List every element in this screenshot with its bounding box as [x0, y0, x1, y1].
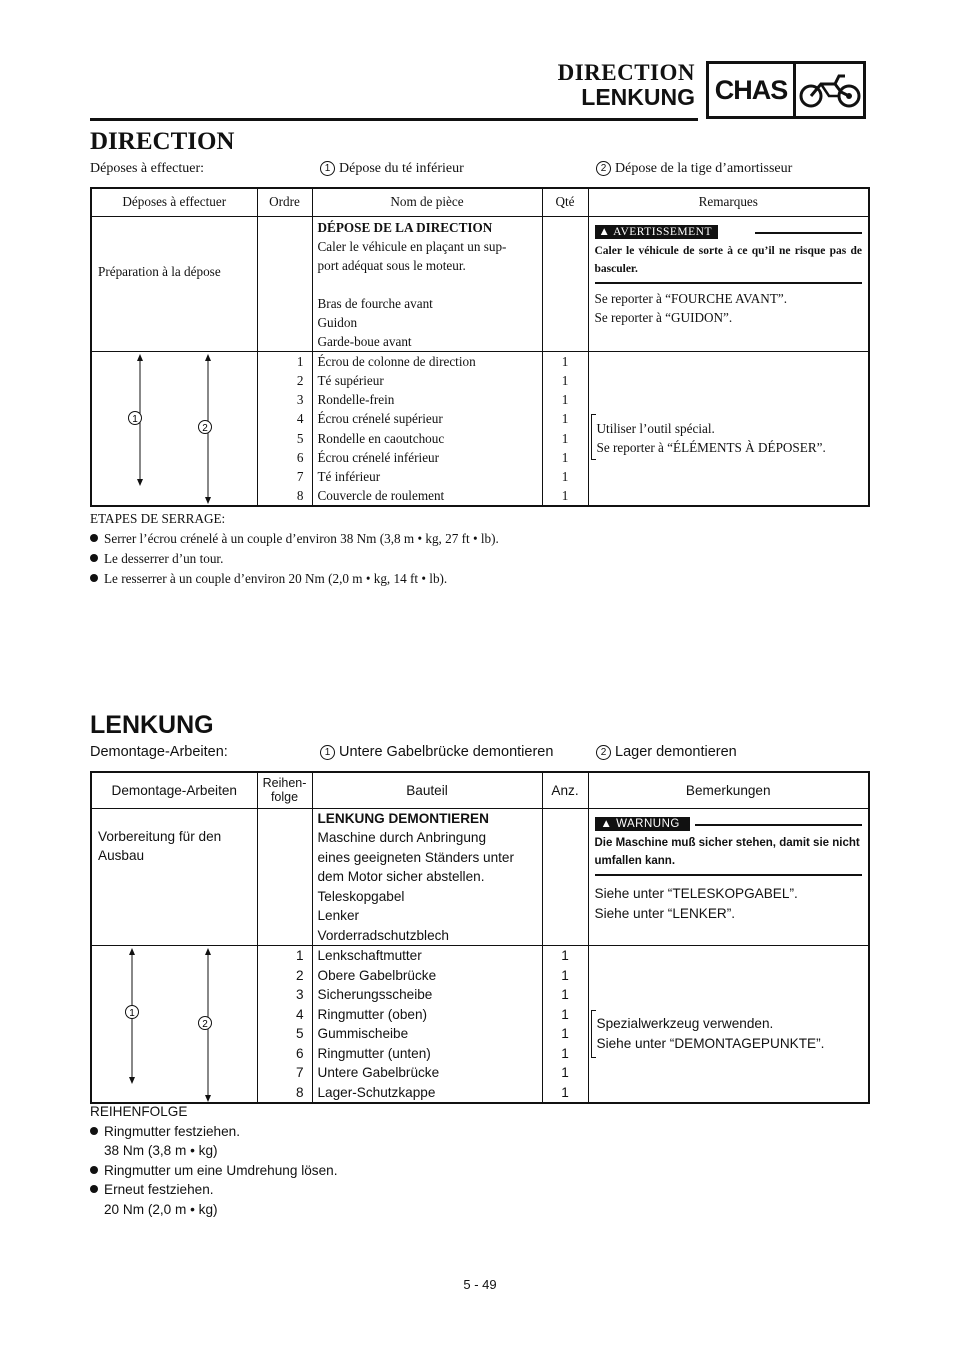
qty-cell: 1 [561, 1065, 569, 1080]
prep-step: Caler le véhicule en plaçant un sup- [317, 238, 507, 254]
part-name-cell: Rondelle-frein [317, 392, 395, 408]
part-name-cell: Té inférieur [317, 468, 381, 484]
warning-badge: ▲ AVERTISSEMENT [595, 225, 719, 239]
order-column [258, 352, 304, 505]
warning-box [595, 815, 863, 876]
notes-title: REIHENFOLGE [90, 1104, 188, 1119]
intro-label-de: Demontage-Arbeiten: [90, 744, 228, 760]
bracket [591, 414, 596, 460]
intro-step1-fr [320, 161, 464, 177]
qty-column [543, 946, 588, 1102]
col-header: Déposes à effectuer [91, 188, 257, 216]
qty-cell: 1 [561, 373, 569, 389]
qty-cell: 1 [561, 1026, 569, 1041]
intro-step2-de [596, 744, 737, 760]
part-name-cell: Obere Gabelbrücke [317, 967, 437, 983]
step-text: Dépose de la tige d’amortisseur [615, 161, 793, 176]
prep-step: Bras de fourche avant [317, 295, 433, 311]
order-cell: 8 [295, 1084, 304, 1100]
step-number: 2 [596, 161, 611, 176]
prep-step-title: DÉPOSE DE LA DIRECTION [317, 219, 493, 235]
removal-table-de [90, 771, 870, 1104]
note-item [90, 569, 499, 589]
bracket-note: Siehe unter “DEMONTAGEPUNKTE”. [596, 1036, 825, 1051]
prep-step: dem Motor sicher abstellen. [317, 869, 485, 884]
qty-cell: 1 [561, 987, 569, 1002]
part-name-cell: Untere Gabelbrücke [317, 1065, 440, 1080]
col-header: Bemerkungen [588, 772, 869, 808]
qty-cell: 1 [561, 449, 569, 465]
bullet [90, 1166, 98, 1174]
qty-cell: 1 [561, 1006, 569, 1022]
part-name-cell: Couvercle de roulement [317, 487, 445, 503]
intro-step1-de [320, 744, 553, 760]
qty-cell: 1 [561, 354, 569, 370]
section-title-de: LENKUNG [90, 711, 214, 739]
removal-range-arrows [92, 946, 258, 1103]
step-text: Dépose du té inférieur [339, 161, 464, 176]
warning-text: Caler le véhicule de sorte à ce qu’il ne risque pas de basculer. [595, 242, 863, 284]
col-header: Remarques [588, 188, 869, 216]
part-name-cell: Ringmutter (oben) [317, 1006, 428, 1022]
order-cell: 2 [295, 967, 304, 983]
col-header: Qté [542, 188, 588, 216]
qty-cell: 1 [561, 967, 569, 983]
warning-badge: ▲ WARNUNG [595, 817, 690, 831]
part-name-cell: Té supérieur [317, 373, 384, 389]
qty-column [543, 352, 588, 505]
tightening-steps-de [90, 1102, 337, 1219]
note-text: Le desserrer d’un tour. [104, 551, 224, 566]
part-name-cell: Écrou de colonne de direction [317, 354, 476, 370]
order-cell: 6 [295, 1045, 304, 1061]
note-item [90, 1122, 337, 1142]
remark: Siehe unter “TELESKOPGABEL”. [594, 885, 798, 901]
warning-rule [755, 232, 863, 234]
warning-text: Die Maschine muß sicher stehen, damit sie nicht umfallen kann. [595, 834, 863, 876]
qty-cell: 1 [561, 1084, 569, 1100]
order-cell: 7 [296, 468, 304, 484]
order-cell: 4 [295, 1006, 304, 1022]
arrow-label-1: 1 [132, 414, 138, 426]
note-item [90, 549, 499, 569]
bracket [591, 1010, 596, 1058]
warning-label: AVERTISSEMENT [613, 225, 713, 238]
remark: Siehe unter “LENKER”. [594, 905, 736, 921]
col-header: Nom de pièce [312, 188, 542, 216]
order-cell: 6 [296, 449, 304, 465]
bullet [90, 534, 98, 542]
order-cell: 3 [296, 392, 304, 408]
order-cell: 5 [296, 430, 304, 446]
note-detail: 38 Nm (3,8 m • kg) [104, 1143, 218, 1158]
part-name-cell: Sicherungsscheibe [317, 987, 433, 1002]
bracket-note: Se reporter à “ÉLÉMENTS À DÉPOSER”. [596, 440, 826, 456]
bracket-note: Utiliser l’outil spécial. [596, 421, 715, 437]
note-text: Erneut festziehen. [104, 1182, 214, 1197]
qty-cell: 1 [561, 411, 569, 427]
remark: Se reporter à “FOURCHE AVANT”. [594, 290, 788, 306]
prep-step: Lenker [317, 908, 360, 923]
arrow-diagram [91, 352, 257, 506]
removal-table-fr [90, 187, 870, 507]
section-badge-label: CHAS [714, 75, 788, 105]
header-title-de: LENKUNG [581, 84, 695, 110]
col-header-line: Reihen- [262, 776, 307, 791]
part-name-cell: Écrou crénelé supérieur [317, 411, 443, 427]
note-item [90, 1180, 337, 1200]
order-cell: 4 [296, 411, 304, 427]
note-text: Serrer l’écrou crénelé à un couple d’environ 38 Nm (3,8 m • kg, 27 ft • lb). [104, 531, 499, 546]
prep-step [318, 275, 537, 294]
section-title-fr: DIRECTION [90, 128, 235, 155]
prep-step: Guidon [317, 314, 358, 330]
header-rule [90, 118, 698, 121]
order-column [258, 946, 304, 1102]
order-cell: 1 [296, 354, 304, 370]
warning-box [595, 223, 863, 284]
part-name-cell: Lager-Schutzkappe [317, 1084, 436, 1100]
prep-step-title: LENKUNG DEMONTIEREN [317, 810, 489, 826]
warning-rule [695, 824, 863, 826]
col-header: Demontage-Arbeiten [91, 772, 257, 808]
order-cell: 2 [296, 373, 304, 389]
note-detail: 20 Nm (2,0 m • kg) [104, 1201, 218, 1217]
note-text: Ringmutter um eine Umdrehung lösen. [104, 1162, 338, 1178]
prep-steps [318, 809, 537, 946]
bullet [90, 1185, 98, 1193]
prep-label: Préparation à la dépose [98, 263, 221, 279]
arrow-label-1: 1 [129, 1008, 135, 1019]
prep-step: Vorderradschutzblech [317, 927, 449, 943]
prep-step: eines geeigneten Ständers unter [317, 849, 514, 865]
prep-step: Maschine durch Anbringung [317, 830, 487, 845]
part-name-cell: Écrou crénelé inférieur [317, 449, 440, 465]
warning-label: WARNUNG [616, 817, 680, 830]
step-number: 1 [320, 161, 335, 176]
remark: Se reporter à “GUIDON”. [594, 309, 733, 325]
prep-step: Garde-boue avant [317, 334, 412, 350]
qty-cell: 1 [561, 1045, 569, 1061]
header-title-fr: DIRECTION [557, 60, 695, 85]
section-badge [706, 61, 866, 119]
qty-cell: 1 [561, 392, 569, 408]
step-text: Untere Gabelbrücke demontieren [339, 744, 554, 760]
page-number: 5 - 49 [463, 1277, 497, 1292]
note-item [90, 1161, 337, 1181]
part-name-cell: Lenkschaftmutter [317, 948, 422, 963]
qty-cell: 1 [561, 430, 569, 446]
bullet [90, 1127, 98, 1135]
prep-label [98, 827, 251, 865]
order-cell: 1 [295, 948, 304, 963]
bullet [90, 554, 98, 562]
prep-steps [318, 218, 537, 352]
col-header: Anz. [542, 772, 588, 808]
part-name-cell: Ringmutter (unten) [317, 1045, 431, 1061]
arrow-diagram [91, 946, 257, 1104]
col-header: Bauteil [312, 772, 542, 808]
col-header [257, 772, 312, 808]
removal-range-arrows [92, 352, 258, 505]
qty-cell: 1 [561, 468, 569, 484]
arrow-label-2: 2 [202, 423, 208, 435]
note-text: Le resserrer à un couple d’environ 20 Nm (2,0 m • kg, 14 ft • lb). [104, 571, 448, 586]
qty-cell: 1 [561, 487, 569, 503]
step-text: Lager demontieren [615, 744, 737, 760]
step-number: 2 [596, 745, 611, 760]
intro-step2-fr [596, 161, 792, 177]
col-header-line: folge [270, 790, 299, 805]
intro-label-fr: Déposes à effectuer: [90, 161, 205, 176]
order-cell: 5 [295, 1026, 304, 1041]
part-name-column [318, 352, 537, 505]
part-name-column [318, 946, 537, 1102]
order-cell: 3 [295, 987, 304, 1002]
prep-step: Teleskopgabel [317, 888, 405, 904]
part-name-cell: Rondelle en caoutchouc [317, 430, 445, 446]
prep-label-line: Ausbau [98, 847, 145, 863]
qty-cell: 1 [561, 948, 569, 963]
col-header: Ordre [257, 188, 312, 216]
note-item [90, 529, 499, 549]
bracket-note: Spezialwerkzeug verwenden. [596, 1016, 774, 1031]
arrow-label-2: 2 [202, 1019, 208, 1030]
notes-title: ETAPES DE SERRAGE: [90, 511, 226, 526]
motorcycle-icon [799, 70, 861, 110]
prep-label-line: Vorbereitung für den [98, 828, 222, 844]
order-cell: 8 [296, 487, 304, 503]
step-number: 1 [320, 745, 335, 760]
part-name-cell: Gummischeibe [317, 1026, 409, 1041]
prep-step: port adéquat sous le moteur. [317, 257, 466, 273]
note-text: Ringmutter festziehen. [104, 1123, 241, 1139]
badge-divider [793, 64, 796, 116]
order-cell: 7 [295, 1065, 304, 1080]
tightening-steps-fr [90, 509, 499, 589]
bullet [90, 574, 98, 582]
